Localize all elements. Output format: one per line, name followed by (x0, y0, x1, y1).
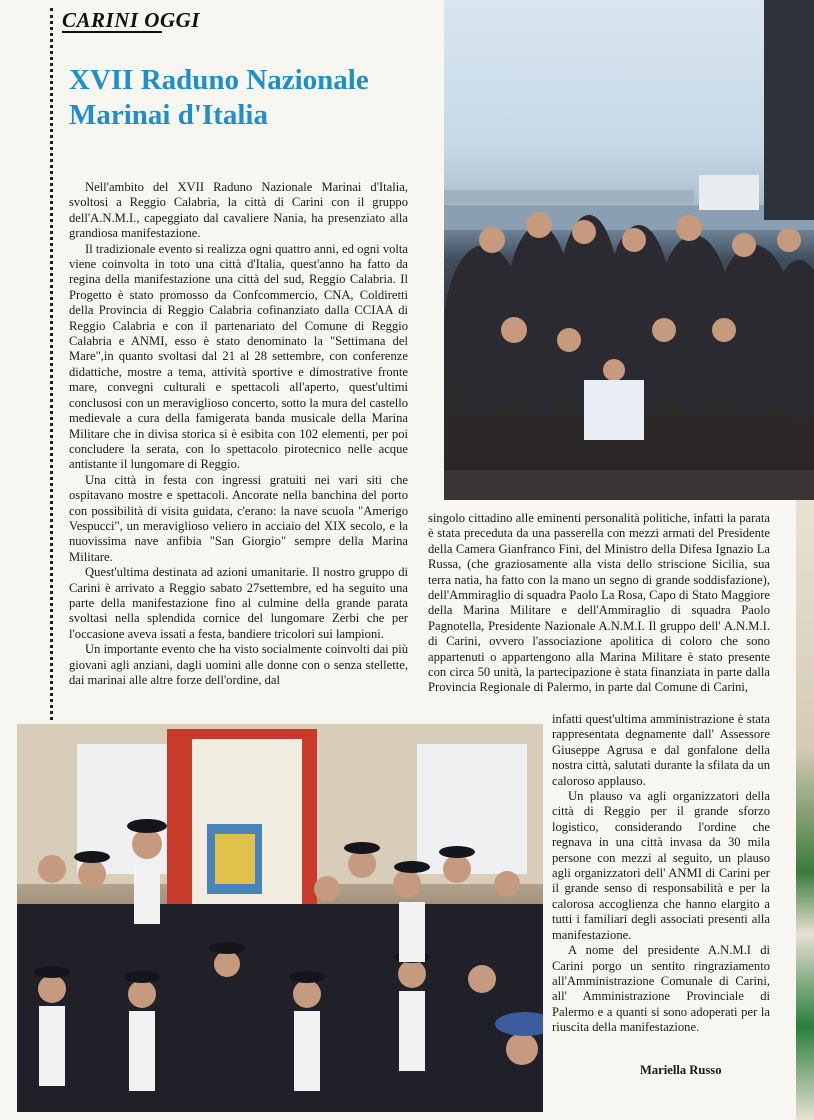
group-photo-hall (17, 724, 543, 1112)
masthead: CARINI OGGI (62, 8, 200, 32)
paragraph: Un plauso va agli organizzatori della città di Reggio per il grande sforzo logistico, considerando l'ordine che regnava in una città invasa da 30 mila persone con mezzi al seguito, un plauso agli organizzatori dell' ANMI di Carini per il grande senso di responsabilità e per la calorosa accoglienza che hanno elargito a tutti i familiari degli associati presenti alla manifestazione. (552, 789, 770, 942)
dotted-divider (50, 8, 53, 720)
group-photo-harbor (444, 0, 814, 500)
article-column-left (69, 180, 408, 688)
paragraph: infatti quest'ultima amministrazione è stata rappresentata degnamente dall' Assessore Giuseppe Agrusa e dal gonfalone della nostra città, salutati durante la sfilata da un caloroso applauso. (552, 712, 770, 788)
author-signature: Mariella Russo (640, 1063, 722, 1077)
article-column-right-bottom (552, 712, 770, 1036)
harbor-photo-illustration (444, 0, 814, 500)
paragraph: A nome del presidente A.N.M.I di Carini porgo un sentito ringraziamento all'Amministrazione Comunale di Carini, all' Amministrazione Provinciale di Palermo e a quanti si sono adoperati per la riuscita della manifestazione. (552, 943, 770, 1035)
paragraph: Una città in festa con ingressi gratuiti nei vari siti che ospitavano mostre e spettacoli. Ancorate nella banchina del porto con possibilità di visita guidata, c'erano: la nave scuola "Amerigo Vespucci", un meraviglioso veliero in acciaio del XIX secolo, e la nuovissima nave anfibia "San Giorgio" sempre della Marina Militare. (69, 472, 408, 564)
paragraph: Nell'ambito del XVII Raduno Nazionale Marinai d'Italia, svoltosi a Reggio Calabria, la città di Carini con il gruppo dell'A.N.M.I., capeggiato dal cavaliere Nania, ha presenziato alla grandiosa manifestazione. (69, 180, 408, 241)
paragraph: Quest'ultima destinata ad azioni umanitarie. Il nostro gruppo di Carini è arrivato a Reggio sabato 27settembre, ed ha seguito una parte della manifestazione fino al culmine della grande parata svoltasi nella splendida cornice del lungomare Zerbi che per l'occasione aveva issati a festa, bandiere tricolori sui lampioni. (69, 565, 408, 641)
paragraph: singolo cittadino alle eminenti personalità politiche, infatti la parata è stata preceduta da una passerella con mezzi armati del Presidente della Camera Gianfranco Fini, del Ministro della Difesa Ignazio La Russa, (che graziosamente alla vista dello striscione Sicilia, sua terra natia, ha fatto con la mano un segno di grande soddisfazione), dell'Ammiraglio di squadra Paolo La Rosa, Capo di Stato Maggiore della Marina Militare e dell'Ammiraglio di squadra Paolo Pagnotella, Presidente Nazionale A.N.M.I. Il gruppo dell' A.N.M.I. di Carini, ovvero l'associazione apolitica di coloro che sono appartenuti o appartengono alla Marina Militare è stato presente con circa 50 unità, la partecipazione è stata finanziata in parte dalla Provincia Regionale di Palermo, in parte dal Comune di Carini, (428, 511, 770, 695)
paragraph: Il tradizionale evento si realizza ogni quattro anni, ed ogni volta viene coinvolta in toto una città d'Italia, quest'anno ha fatto da regina della manifestazione una città del sud, Reggio Calabria. Il Progetto è stato promosso da Confcommercio, CNA, Coldiretti della Provincia di Reggio Calabria cofinanziato dalla CCIAA di Reggio Calabria e con il partenariato del Comune di Reggio Calabria e ANMI, esso è stato denominato la "Settimana del Mare",in quanto svoltasi dal 21 al 28 settembre, con conferenze didattiche, mostre a tema, attività sportive e dimostrative fronte mare, convegni culturali e spettacoli all'aperto, quest'ultimi conclusosi con un meraviglioso concerto, sotto la mura del castello medievale a cura della famigerata banda musicale della Marina Militare che in divisa storica si è esibita con 102 elementi, per poi concludere la serata, con lo spettacolo pirotecnico nelle acque antistante il lungomare di Reggio. (69, 241, 408, 472)
paragraph: Un importante evento che ha visto socialmente coinvolti dai più giovani agli anziani, dagli uomini alle donne con o senza stellette, dai marinai alle altre forze dell'ordine, dal (69, 642, 408, 687)
adjacent-page-edge (796, 500, 814, 1120)
hall-photo-illustration (17, 724, 543, 1112)
article-title: XVII Raduno Nazionale Marinai d'Italia (69, 64, 369, 131)
article-column-right-top (428, 511, 770, 696)
